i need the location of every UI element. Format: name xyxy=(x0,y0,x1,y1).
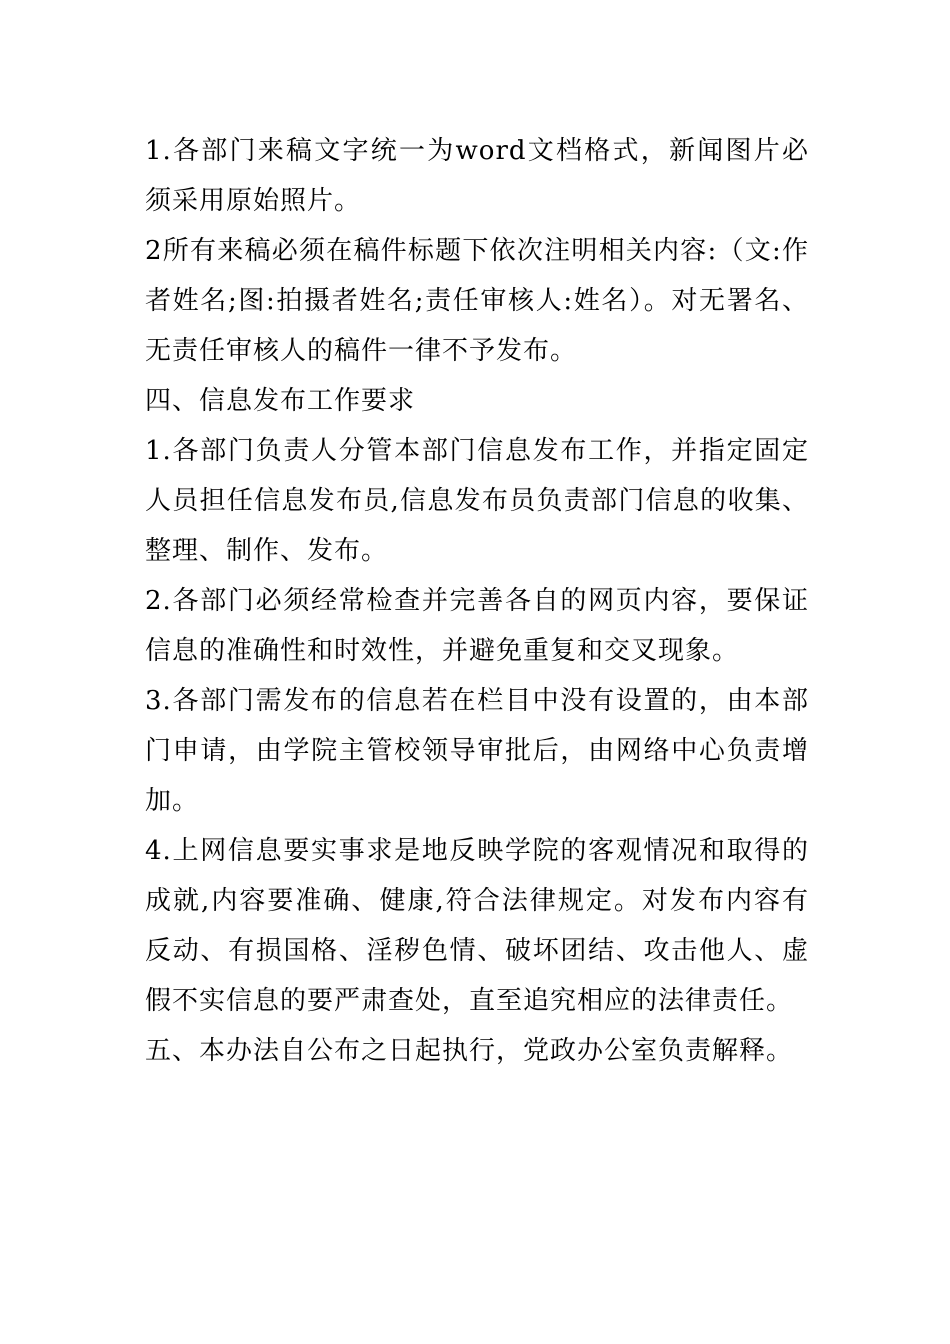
section-heading-5: 五、本办法自公布之日起执行，党政办公室负责解释。 xyxy=(145,1036,794,1066)
paragraph-3: 1.各部门负责人分管本部门信息发布工作，并指定固定人员担任信息发布员,信息发布员负责部门信息的收集、整理、制作、发布。 xyxy=(145,436,809,566)
paragraph-6: 4.上网信息要实事求是地反映学院的客观情况和取得的成就,内容要准确、健康,符合法律规定。对发布内容有反动、有损国格、淫秽色情、破坏团结、攻击他人、虚假不实信息的要严肃查处，直至追究相应的法律责任。 xyxy=(145,836,809,1016)
section-heading-4: 四、信息发布工作要求 xyxy=(145,386,416,416)
paragraph-5: 3.各部门需发布的信息若在栏目中没有设置的，由本部门申请，由学院主管校领导审批后，由网络中心负责增加。 xyxy=(145,686,809,816)
document-body xyxy=(145,126,809,1076)
paragraph-2: 2所有来稿必须在稿件标题下依次注明相关内容:（文:作者姓名;图:拍摄者姓名;责任审核人:姓名）。对无署名、无责任审核人的稿件一律不予发布。 xyxy=(145,236,809,366)
paragraph-4: 2.各部门必须经常检查并完善各自的网页内容，要保证信息的准确性和时效性，并避免重复和交叉现象。 xyxy=(145,586,809,666)
paragraph-1: 1.各部门来稿文字统一为word文档格式，新闻图片必须采用原始照片。 xyxy=(145,136,809,216)
